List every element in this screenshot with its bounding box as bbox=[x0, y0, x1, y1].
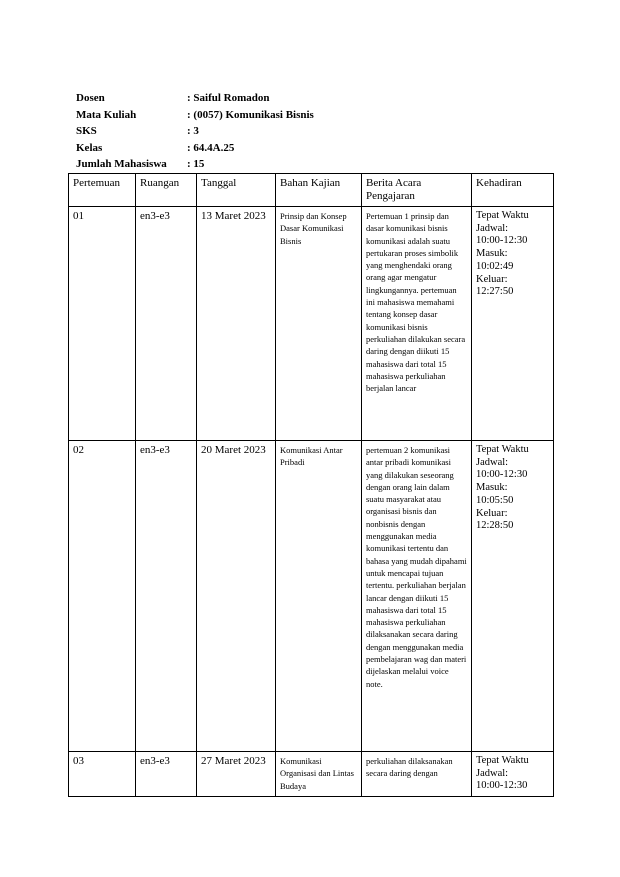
kehadiran-line: Jadwal: bbox=[476, 767, 509, 779]
table-header-row bbox=[69, 174, 554, 207]
table-row bbox=[69, 207, 554, 441]
kehadiran-line: Tepat Waktu bbox=[476, 444, 529, 455]
kehadiran-line: 12:28:50 bbox=[476, 520, 514, 532]
info-mata-kuliah bbox=[76, 107, 314, 124]
info-dosen bbox=[76, 90, 314, 107]
berita-acara-cell: pertemuan 2 komunikasi antar pribadi komunikasi yang dilakukan seseorang dengan orang lain dalam suatu masyarakat atau organisasi bisnis dan nonbisnis dengan menggunakan media komunikasi tertentu dan bahasa yang mudah dipahami untuk mencapai tujuan tertentu. perkuliahan berjalan lancar dengan diikuti 15 mahasiswa dari total 15 mahasiswa perkuliahan dilaksanakan secara daring dengan menggunakan media pembelajaran wag dan materi dijelaskan melalui voice note. bbox=[362, 441, 472, 752]
ruangan-cell: en3-e3 bbox=[136, 441, 197, 752]
info-kelas bbox=[76, 140, 314, 157]
kehadiran-line: 12:27:50 bbox=[476, 286, 514, 298]
info-value: : 15 bbox=[187, 158, 205, 170]
berita-acara-cell: Pertemuan 1 prinsip dan dasar komunikasi bisnis komunikasi adalah suatu pertukaran proses simbolik yang menghendaki orang orang agar mengatur lingkungannya. pertemuan ini mahasiswa memahami tentang konsep dasar komunikasi bisnis perkuliahan dilakukan secara daring dengan diikuti 15 mahasiswa dari total 15 mahasiswa perkuliahan berjalan lancar bbox=[362, 207, 472, 441]
kehadiran-line: 10:00-12:30 bbox=[476, 469, 528, 481]
tanggal-cell: 20 Maret 2023 bbox=[197, 441, 276, 752]
attendance-table bbox=[68, 173, 554, 797]
kehadiran-line: Keluar: bbox=[476, 507, 508, 519]
pertemuan-cell: 03 bbox=[69, 752, 136, 797]
kehadiran-line: Masuk: bbox=[476, 482, 508, 494]
info-label: Kelas bbox=[76, 141, 103, 154]
kehadiran-line: Masuk: bbox=[476, 248, 508, 260]
bahan-kajian-cell: Komunikasi Antar Pribadi bbox=[276, 441, 362, 752]
course-info bbox=[76, 90, 314, 173]
info-value: : 3 bbox=[187, 125, 199, 137]
column-header: Pertemuan bbox=[69, 174, 136, 207]
ruangan-cell: en3-e3 bbox=[136, 207, 197, 441]
info-sks bbox=[76, 123, 314, 140]
kehadiran-line: Tepat Waktu bbox=[476, 755, 529, 766]
table-row bbox=[69, 752, 554, 797]
info-label: SKS bbox=[76, 125, 97, 137]
info-label: Mata Kuliah bbox=[76, 108, 137, 121]
info-value: : Saiful Romadon bbox=[187, 92, 270, 104]
info-label: Dosen bbox=[76, 92, 105, 104]
kehadiran-cell bbox=[472, 207, 554, 441]
bahan-kajian-cell: Prinsip dan Konsep Dasar Komunikasi Bisnis bbox=[276, 207, 362, 441]
bahan-kajian-cell: Komunikasi Organisasi dan Lintas Budaya bbox=[276, 752, 362, 797]
kehadiran-line: Jadwal: bbox=[476, 456, 509, 468]
kehadiran-line: Jadwal: bbox=[476, 222, 509, 234]
column-header: Tanggal bbox=[197, 174, 276, 207]
pertemuan-cell: 02 bbox=[69, 441, 136, 752]
kehadiran-line: Keluar: bbox=[476, 273, 508, 285]
tanggal-cell: 27 Maret 2023 bbox=[197, 752, 276, 797]
kehadiran-line: 10:00-12:30 bbox=[476, 780, 528, 792]
table-row bbox=[69, 441, 554, 752]
kehadiran-line: Tepat Waktu bbox=[476, 210, 529, 221]
kehadiran-line: 10:02:49 bbox=[476, 260, 514, 272]
kehadiran-line: 10:00-12:30 bbox=[476, 235, 528, 247]
info-label: Jumlah Mahasiswa bbox=[76, 158, 167, 170]
ruangan-cell: en3-e3 bbox=[136, 752, 197, 797]
column-header: Ruangan bbox=[136, 174, 197, 207]
column-header: Kehadiran bbox=[472, 174, 554, 207]
info-value: : (0057) Komunikasi Bisnis bbox=[187, 108, 314, 121]
kehadiran-line: 10:05:50 bbox=[476, 494, 514, 506]
column-header: Bahan Kajian bbox=[276, 174, 362, 207]
pertemuan-cell: 01 bbox=[69, 207, 136, 441]
berita-acara-cell: perkuliahan dilaksanakan secara daring dengan bbox=[362, 752, 472, 797]
info-value: : 64.4A.25 bbox=[187, 141, 235, 154]
info-jumlah-mahasiswa bbox=[76, 156, 314, 173]
column-header: Berita Acara Pengajaran bbox=[362, 174, 472, 207]
tanggal-cell: 13 Maret 2023 bbox=[197, 207, 276, 441]
kehadiran-cell bbox=[472, 441, 554, 752]
kehadiran-cell bbox=[472, 752, 554, 797]
